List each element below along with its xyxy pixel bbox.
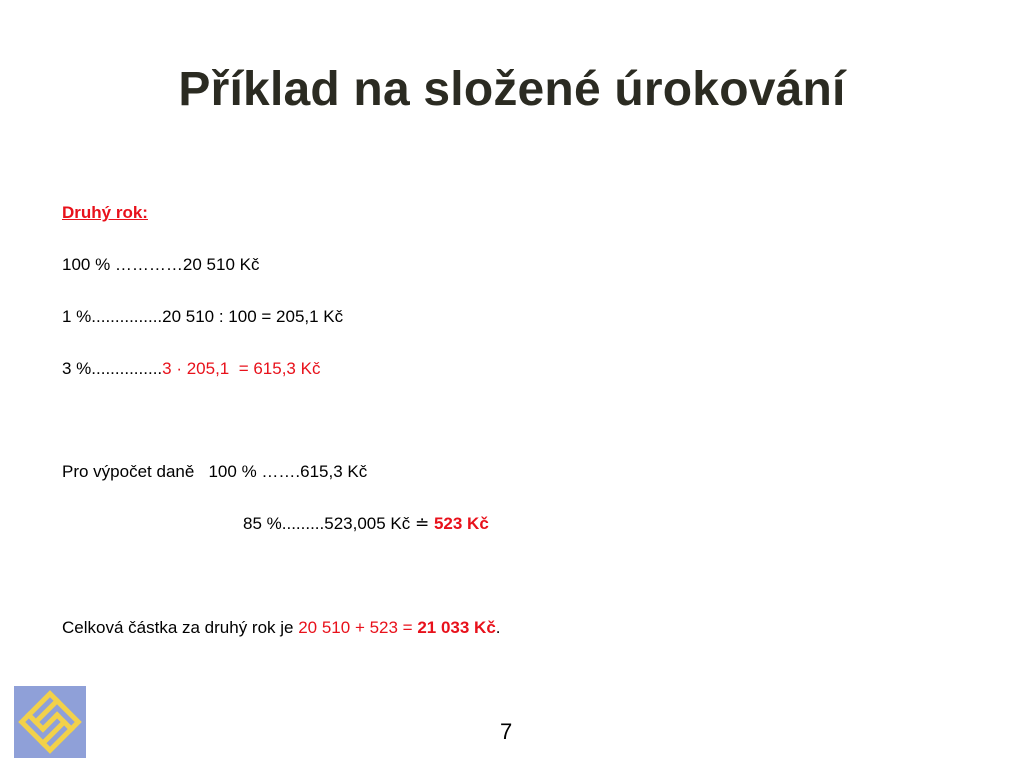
tax-line-85-percent-result: 523 Kč xyxy=(433,514,489,533)
page-number: 7 xyxy=(500,719,513,744)
tax-line-85-percent-prefix: 85 %.........523,005 Kč ≐ xyxy=(243,514,434,533)
calc-line-3-percent-prefix: 3 %............... xyxy=(62,359,163,378)
calc-line-3-percent-result: 3 · 205,1 = 615,3 Kč xyxy=(162,359,321,378)
calc-line-1-percent: 1 %...............20 510 : 100 = 205,1 Kč xyxy=(62,307,344,326)
total-amount-line xyxy=(62,617,501,639)
total-amount-prefix: Celková částka za druhý rok je xyxy=(62,618,299,637)
tax-line-100-percent: Pro výpočet daně 100 % …….615,3 Kč xyxy=(62,462,368,481)
tax-line-85-percent xyxy=(243,513,489,535)
calc-line-100-percent: 100 % …………20 510 Kč xyxy=(62,255,260,274)
calc-line-3-percent xyxy=(62,358,320,380)
logo-icon xyxy=(14,686,86,758)
total-amount-suffix: . xyxy=(495,618,501,637)
slide-title: Příklad na složené úrokování xyxy=(178,63,846,116)
total-amount-sum: 20 510 + 523 = xyxy=(298,618,418,637)
section-heading: Druhý rok: xyxy=(62,203,148,222)
total-amount-result: 21 033 Kč xyxy=(417,618,496,637)
